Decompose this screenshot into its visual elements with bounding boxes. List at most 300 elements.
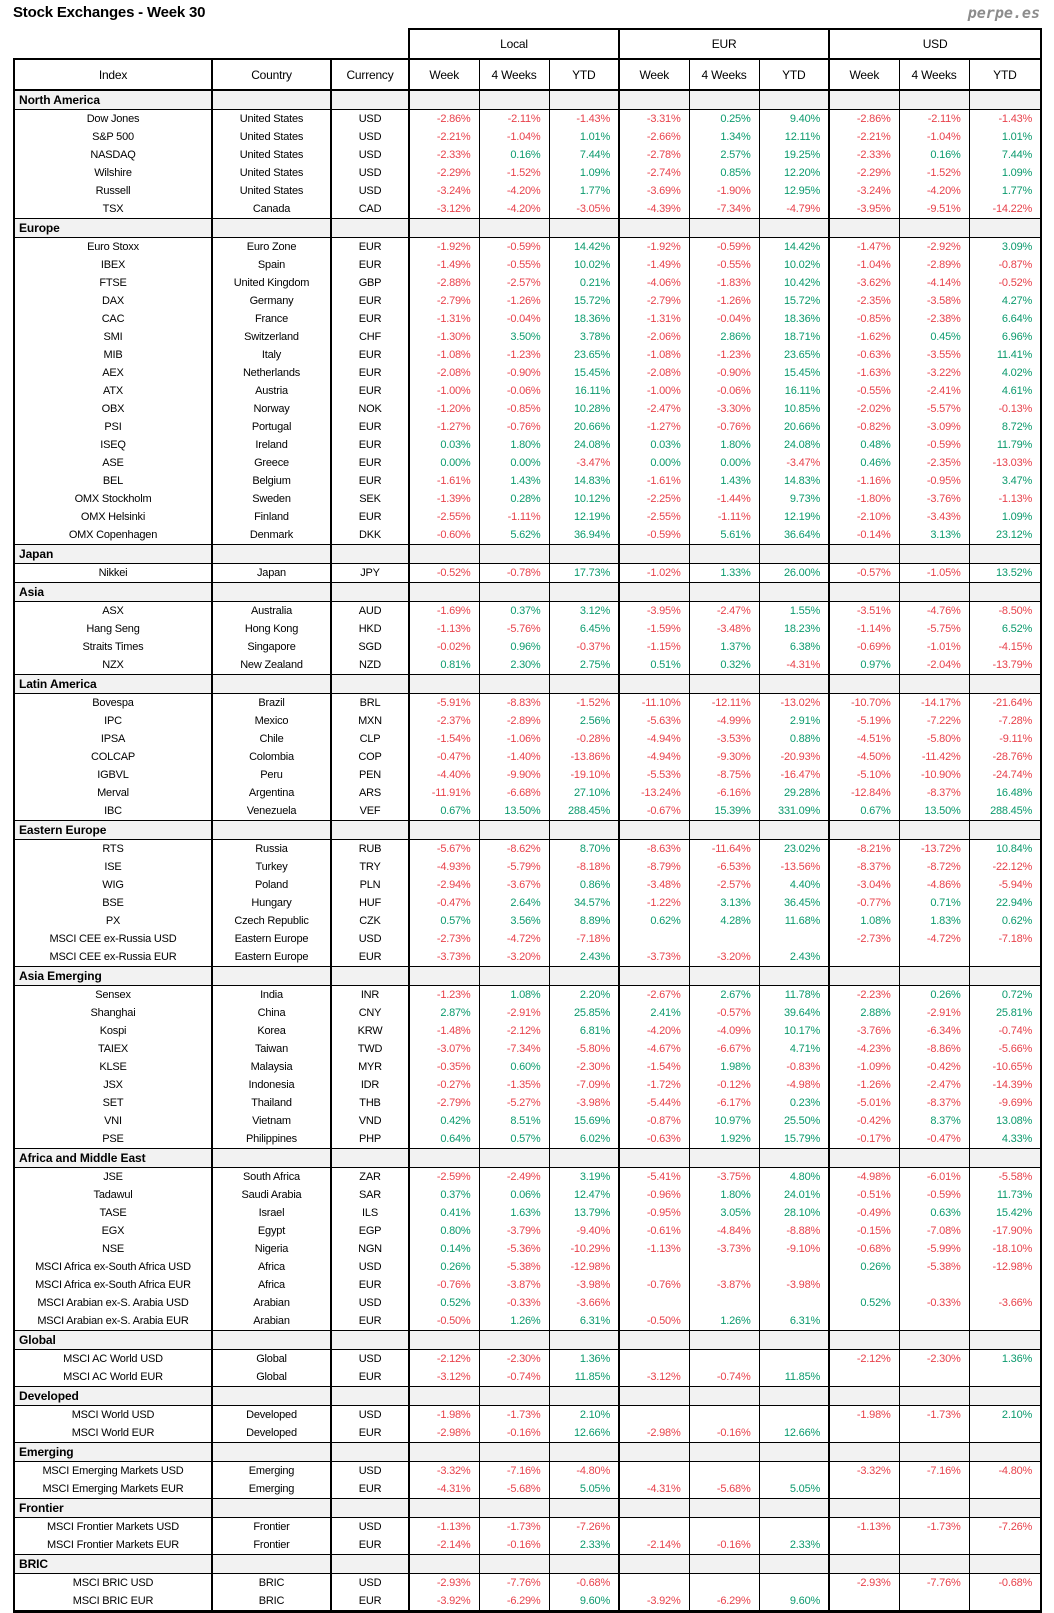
value-cell: -12.84% (829, 784, 899, 802)
index-cell: BSE (14, 894, 212, 912)
value-cell: -4.79% (759, 200, 829, 219)
value-cell: -0.61% (619, 1222, 689, 1240)
value-cell: 1.43% (479, 472, 549, 490)
value-cell: -1.01% (899, 638, 969, 656)
table-row (14, 1204, 1041, 1222)
value-cell: -4.20% (479, 182, 549, 200)
value-cell: -1.59% (619, 620, 689, 638)
value-cell: -1.62% (829, 328, 899, 346)
value-cell: -1.04% (829, 256, 899, 274)
value-cell: -4.31% (619, 1480, 689, 1499)
value-cell: 25.85% (549, 1004, 619, 1022)
section-filler-cell (331, 583, 409, 602)
value-cell: -0.55% (829, 382, 899, 400)
table-body (14, 90, 1041, 1612)
value-cell: 0.23% (759, 1094, 829, 1112)
value-cell: 15.69% (549, 1112, 619, 1130)
value-cell: -13.24% (619, 784, 689, 802)
section-filler-cell (331, 90, 409, 110)
value-cell: 10.97% (689, 1112, 759, 1130)
value-cell: -0.55% (689, 256, 759, 274)
section-filler-cell (829, 545, 899, 564)
section-filler-cell (409, 675, 479, 694)
value-cell: -22.12% (969, 858, 1041, 876)
value-cell: 0.00% (409, 454, 479, 472)
value-cell: 2.10% (969, 1406, 1041, 1425)
value-cell: 16.11% (759, 382, 829, 400)
section-filler-cell (549, 1331, 619, 1350)
currency-cell: MYR (331, 1058, 409, 1076)
table-row (14, 1592, 1041, 1612)
value-cell: -3.48% (689, 620, 759, 638)
section-filler-cell (619, 545, 689, 564)
value-cell: -0.76% (619, 1276, 689, 1294)
value-cell: -6.29% (689, 1592, 759, 1612)
value-cell: 14.42% (549, 238, 619, 257)
section-filler-cell (619, 1555, 689, 1574)
currency-cell: PEN (331, 766, 409, 784)
section-filler-cell (759, 1555, 829, 1574)
table-row (14, 490, 1041, 508)
value-cell: 1.92% (689, 1130, 759, 1149)
column-header-index: Index (14, 59, 212, 90)
table-row (14, 1130, 1041, 1149)
value-cell: 12.19% (549, 508, 619, 526)
value-cell: 22.94% (969, 894, 1041, 912)
country-cell: Singapore (212, 638, 331, 656)
value-cell: -4.98% (759, 1076, 829, 1094)
country-cell: Venezuela (212, 802, 331, 821)
section-filler-cell (331, 1149, 409, 1168)
section-row (14, 1331, 1041, 1350)
value-cell: -2.08% (409, 364, 479, 382)
section-filler-cell (689, 1555, 759, 1574)
value-cell: 2.88% (829, 1004, 899, 1022)
table-row (14, 858, 1041, 876)
section-label: Emerging (14, 1443, 212, 1462)
country-cell: Australia (212, 602, 331, 621)
value-cell: -5.53% (619, 766, 689, 784)
currency-cell: EUR (331, 1424, 409, 1443)
value-cell: -1.43% (549, 110, 619, 129)
value-cell (899, 948, 969, 967)
section-filler-cell (759, 821, 829, 840)
section-label: BRIC (14, 1555, 212, 1574)
value-cell: -28.76% (969, 748, 1041, 766)
section-filler-cell (969, 545, 1041, 564)
country-cell: Frontier (212, 1536, 331, 1555)
section-row (14, 90, 1041, 110)
value-cell: -16.47% (759, 766, 829, 784)
value-cell: -4.50% (829, 748, 899, 766)
section-filler-cell (969, 1149, 1041, 1168)
country-cell: Russia (212, 840, 331, 859)
value-cell: -0.83% (759, 1058, 829, 1076)
index-cell: IBEX (14, 256, 212, 274)
section-filler-cell (969, 1555, 1041, 1574)
value-cell: 3.47% (969, 472, 1041, 490)
section-filler-cell (689, 90, 759, 110)
value-cell: 0.06% (479, 1186, 549, 1204)
value-cell: -3.48% (619, 876, 689, 894)
value-cell: -1.08% (409, 346, 479, 364)
value-cell (759, 1574, 829, 1593)
value-cell: -2.04% (899, 656, 969, 675)
currency-cell: USD (331, 930, 409, 948)
section-filler-cell (689, 821, 759, 840)
value-cell: -1.69% (409, 602, 479, 621)
value-cell: -0.78% (479, 564, 549, 583)
value-cell: -3.43% (899, 508, 969, 526)
value-cell: -3.24% (829, 182, 899, 200)
value-cell: 24.01% (759, 1186, 829, 1204)
value-cell: -4.76% (899, 602, 969, 621)
table-row (14, 110, 1041, 129)
value-cell: -3.31% (619, 110, 689, 129)
column-header-country: Country (212, 59, 331, 90)
value-cell: -0.04% (689, 310, 759, 328)
value-cell: 23.65% (549, 346, 619, 364)
value-cell: -3.04% (829, 876, 899, 894)
value-cell: -4.39% (619, 200, 689, 219)
value-cell: 5.05% (549, 1480, 619, 1499)
value-cell: 0.14% (409, 1240, 479, 1258)
section-filler-cell (619, 821, 689, 840)
table-row (14, 1294, 1041, 1312)
column-header-row (14, 59, 1041, 90)
value-cell (689, 1574, 759, 1593)
value-cell: -3.55% (899, 346, 969, 364)
table-row (14, 400, 1041, 418)
value-cell: -1.92% (409, 238, 479, 257)
value-cell: -5.68% (689, 1480, 759, 1499)
currency-cell: EUR (331, 292, 409, 310)
value-cell: 13.52% (969, 564, 1041, 583)
section-filler-cell (829, 90, 899, 110)
value-cell (619, 1258, 689, 1276)
value-cell: -3.69% (619, 182, 689, 200)
currency-cell: HKD (331, 620, 409, 638)
value-cell: -5.66% (969, 1040, 1041, 1058)
value-cell: 1.63% (479, 1204, 549, 1222)
value-cell: 20.66% (759, 418, 829, 436)
index-cell: TASE (14, 1204, 212, 1222)
value-cell: 6.02% (549, 1130, 619, 1149)
currency-cell: BRL (331, 694, 409, 713)
value-cell: -8.72% (899, 858, 969, 876)
value-cell: -0.37% (549, 638, 619, 656)
index-cell: JSX (14, 1076, 212, 1094)
country-cell: Global (212, 1350, 331, 1369)
value-cell: 3.19% (549, 1168, 619, 1187)
section-filler-cell (549, 1555, 619, 1574)
value-cell: -6.16% (689, 784, 759, 802)
value-cell: 8.70% (549, 840, 619, 859)
country-cell: United States (212, 128, 331, 146)
section-filler-cell (899, 1331, 969, 1350)
country-cell: Arabian (212, 1312, 331, 1331)
value-cell: 10.42% (759, 274, 829, 292)
currency-cell: JPY (331, 564, 409, 583)
table-row (14, 128, 1041, 146)
country-cell: Czech Republic (212, 912, 331, 930)
value-cell (619, 930, 689, 948)
table-row (14, 256, 1041, 274)
value-cell: -0.59% (619, 526, 689, 545)
value-cell (899, 1276, 969, 1294)
index-cell: MIB (14, 346, 212, 364)
country-cell: United Kingdom (212, 274, 331, 292)
section-filler-cell (549, 219, 619, 238)
currency-cell: VND (331, 1112, 409, 1130)
value-cell: 2.56% (549, 712, 619, 730)
section-filler-cell (331, 675, 409, 694)
column-header-4-weeks: 4 Weeks (689, 59, 759, 90)
value-cell: -10.70% (829, 694, 899, 713)
country-cell: Germany (212, 292, 331, 310)
section-row (14, 967, 1041, 986)
value-cell (759, 1518, 829, 1537)
value-cell: -10.29% (549, 1240, 619, 1258)
value-cell: -0.47% (409, 894, 479, 912)
section-filler-cell (331, 1331, 409, 1350)
section-filler-cell (212, 90, 331, 110)
country-cell: Nigeria (212, 1240, 331, 1258)
value-cell: -2.12% (479, 1022, 549, 1040)
value-cell: 10.12% (549, 490, 619, 508)
value-cell: -2.47% (689, 602, 759, 621)
value-cell: -5.44% (619, 1094, 689, 1112)
index-cell: AEX (14, 364, 212, 382)
country-cell: BRIC (212, 1592, 331, 1612)
section-filler-cell (479, 90, 549, 110)
index-cell: ISE (14, 858, 212, 876)
section-filler-cell (479, 1443, 549, 1462)
section-filler-cell (689, 1499, 759, 1518)
value-cell: -0.63% (619, 1130, 689, 1149)
value-cell: -2.29% (829, 164, 899, 182)
value-cell: 5.62% (479, 526, 549, 545)
value-cell (829, 1536, 899, 1555)
value-cell: -4.94% (619, 748, 689, 766)
column-header-ytd: YTD (759, 59, 829, 90)
currency-cell: CZK (331, 912, 409, 930)
index-cell: MSCI AC World USD (14, 1350, 212, 1369)
country-cell: Belgium (212, 472, 331, 490)
value-cell: 6.31% (759, 1312, 829, 1331)
currency-cell: ILS (331, 1204, 409, 1222)
value-cell: -0.90% (689, 364, 759, 382)
value-cell: -3.98% (759, 1276, 829, 1294)
value-cell: 0.67% (829, 802, 899, 821)
value-cell: -3.47% (549, 454, 619, 472)
value-cell: -1.02% (619, 564, 689, 583)
index-cell: ATX (14, 382, 212, 400)
section-filler-cell (212, 1443, 331, 1462)
value-cell: -3.73% (409, 948, 479, 967)
country-cell: Thailand (212, 1094, 331, 1112)
value-cell: 12.11% (759, 128, 829, 146)
value-cell: -8.83% (479, 694, 549, 713)
country-cell: India (212, 986, 331, 1005)
value-cell: -0.49% (829, 1204, 899, 1222)
section-filler-cell (549, 90, 619, 110)
value-cell: -6.17% (689, 1094, 759, 1112)
value-cell: -5.38% (479, 1258, 549, 1276)
country-cell: Greece (212, 454, 331, 472)
currency-cell: PLN (331, 876, 409, 894)
value-cell: -3.20% (689, 948, 759, 967)
value-cell: -2.89% (479, 712, 549, 730)
value-cell: 13.50% (479, 802, 549, 821)
value-cell: -3.95% (619, 602, 689, 621)
country-cell: Mexico (212, 712, 331, 730)
value-cell: -5.67% (409, 840, 479, 859)
index-cell: MSCI Arabian ex-S. Arabia EUR (14, 1312, 212, 1331)
value-cell: -8.88% (759, 1222, 829, 1240)
value-cell: 1.37% (689, 638, 759, 656)
currency-cell: ZAR (331, 1168, 409, 1187)
section-filler-cell (409, 1555, 479, 1574)
value-cell: -0.59% (689, 238, 759, 257)
section-filler-cell (479, 1149, 549, 1168)
index-cell: IPC (14, 712, 212, 730)
value-cell: -1.40% (479, 748, 549, 766)
value-cell: -6.67% (689, 1040, 759, 1058)
section-filler-cell (409, 90, 479, 110)
section-filler-cell (969, 1387, 1041, 1406)
table-row (14, 274, 1041, 292)
section-filler-cell (969, 1331, 1041, 1350)
value-cell: 2.91% (759, 712, 829, 730)
index-cell: Euro Stoxx (14, 238, 212, 257)
currency-cell: USD (331, 164, 409, 182)
value-cell: -4.40% (409, 766, 479, 784)
value-cell: -3.92% (409, 1592, 479, 1612)
value-cell: -0.52% (409, 564, 479, 583)
value-cell: -7.08% (899, 1222, 969, 1240)
value-cell: -2.14% (619, 1536, 689, 1555)
value-cell: -0.96% (619, 1186, 689, 1204)
country-cell: Japan (212, 564, 331, 583)
value-cell: -3.79% (479, 1222, 549, 1240)
section-filler-cell (479, 1331, 549, 1350)
section-filler-cell (899, 1499, 969, 1518)
value-cell: -5.57% (899, 400, 969, 418)
value-cell: -8.37% (829, 858, 899, 876)
value-cell: 18.36% (759, 310, 829, 328)
section-row (14, 1499, 1041, 1518)
table-row (14, 748, 1041, 766)
value-cell: -8.37% (899, 784, 969, 802)
section-filler-cell (829, 583, 899, 602)
value-cell (759, 1350, 829, 1369)
value-cell: -5.38% (899, 1258, 969, 1276)
value-cell (689, 1518, 759, 1537)
group-header-row (14, 29, 1041, 59)
section-filler-cell (899, 583, 969, 602)
value-cell: -7.34% (479, 1040, 549, 1058)
section-filler-cell (212, 1331, 331, 1350)
table-row (14, 1518, 1041, 1537)
currency-cell: EGP (331, 1222, 409, 1240)
value-cell: 24.08% (549, 436, 619, 454)
table-row (14, 1424, 1041, 1443)
section-filler-cell (549, 821, 619, 840)
table-row (14, 1536, 1041, 1555)
table-row (14, 1094, 1041, 1112)
value-cell: 1.08% (829, 912, 899, 930)
value-cell: 1.55% (759, 602, 829, 621)
value-cell: 15.45% (759, 364, 829, 382)
value-cell: 12.66% (549, 1424, 619, 1443)
index-cell: Hang Seng (14, 620, 212, 638)
value-cell: -1.52% (549, 694, 619, 713)
value-cell: -7.16% (479, 1462, 549, 1481)
value-cell: -1.13% (829, 1518, 899, 1537)
section-filler-cell (829, 219, 899, 238)
value-cell: -5.63% (619, 712, 689, 730)
section-filler-cell (409, 1443, 479, 1462)
value-cell: -1.26% (829, 1076, 899, 1094)
value-cell: -3.30% (689, 400, 759, 418)
value-cell (829, 948, 899, 967)
value-cell: -2.88% (409, 274, 479, 292)
value-cell: 4.33% (969, 1130, 1041, 1149)
currency-cell: SEK (331, 490, 409, 508)
table-row (14, 564, 1041, 583)
value-cell: 0.37% (479, 602, 549, 621)
country-cell: Canada (212, 200, 331, 219)
value-cell: -2.49% (479, 1168, 549, 1187)
section-filler-cell (331, 821, 409, 840)
value-cell: -1.49% (619, 256, 689, 274)
value-cell: 8.37% (899, 1112, 969, 1130)
section-filler-cell (759, 90, 829, 110)
index-cell: Dow Jones (14, 110, 212, 129)
currency-cell: EUR (331, 310, 409, 328)
value-cell: -1.72% (619, 1076, 689, 1094)
value-cell (619, 1406, 689, 1425)
section-label: Developed (14, 1387, 212, 1406)
value-cell: -4.20% (619, 1022, 689, 1040)
value-cell: -2.25% (619, 490, 689, 508)
value-cell (969, 1592, 1041, 1612)
table-row (14, 840, 1041, 859)
index-cell: MSCI World USD (14, 1406, 212, 1425)
section-filler-cell (549, 675, 619, 694)
value-cell: -0.82% (829, 418, 899, 436)
country-cell: United States (212, 110, 331, 129)
table-row (14, 164, 1041, 182)
section-filler-cell (899, 1555, 969, 1574)
value-cell: -4.20% (899, 182, 969, 200)
column-header-ytd: YTD (549, 59, 619, 90)
table-row (14, 1022, 1041, 1040)
value-cell: -1.47% (829, 238, 899, 257)
country-cell: South Africa (212, 1168, 331, 1187)
value-cell: 4.80% (759, 1168, 829, 1187)
value-cell: -0.68% (829, 1240, 899, 1258)
section-filler-cell (549, 545, 619, 564)
table-row (14, 1574, 1041, 1593)
value-cell: -4.99% (689, 712, 759, 730)
value-cell: -1.54% (409, 730, 479, 748)
value-cell: 0.00% (619, 454, 689, 472)
currency-cell: CLP (331, 730, 409, 748)
table-row (14, 1240, 1041, 1258)
value-cell: -2.98% (619, 1424, 689, 1443)
